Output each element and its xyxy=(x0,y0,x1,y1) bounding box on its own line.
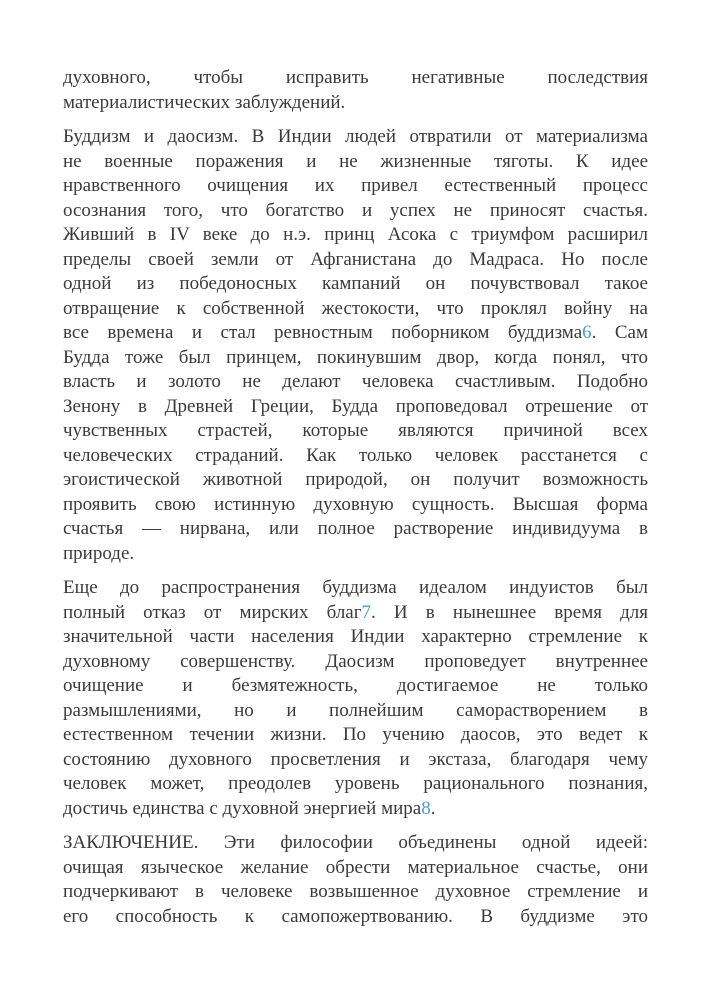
text-segment: полный отказ от мирских благ xyxy=(63,601,362,623)
text-line xyxy=(63,125,648,150)
text-line xyxy=(63,905,648,930)
text-line xyxy=(63,699,648,724)
text-segment: осознания того, что богатство и успех не приносят счастья. xyxy=(63,199,648,221)
text-segment: пределы своей земли от Афганистана до Мадраса. Но после xyxy=(63,248,648,270)
text-line xyxy=(63,272,648,297)
text-line xyxy=(63,601,648,626)
text-line xyxy=(63,66,648,91)
text-content xyxy=(63,66,648,929)
paragraph-4 xyxy=(63,831,648,929)
text-segment: размышлениями, но и полнейшим саморастворением в xyxy=(63,699,648,721)
text-segment: человек может, преодолев уровень рационального познания, xyxy=(63,773,648,794)
text-segment: отвращение к собственной жестокости, что проклял войну на xyxy=(63,297,648,319)
text-line xyxy=(63,419,648,444)
text-line xyxy=(63,542,648,567)
text-line xyxy=(63,395,648,420)
text-segment: Еще до распространения буддизма идеалом индуистов был xyxy=(63,577,648,598)
text-line xyxy=(63,748,648,773)
text-segment: природе. xyxy=(63,542,135,564)
text-line xyxy=(63,370,648,395)
footnote-link-8[interactable]: 8 xyxy=(421,797,431,819)
text-segment: проявить свою истинную духовную сущность. Высшая форма xyxy=(63,493,648,515)
text-segment: духовному совершенству. Даосизм проповедует внутреннее xyxy=(63,650,648,672)
text-segment: подчеркивают в человеке возвышенное духовное стремление и xyxy=(63,881,648,902)
text-segment: власть и золото не делают человека счастливым. Подобно xyxy=(63,371,648,392)
text-line xyxy=(63,772,648,797)
text-line xyxy=(63,625,648,650)
text-segment: все времена и стал ревностным поборником буддизма xyxy=(63,322,583,343)
text-line xyxy=(63,723,648,748)
text-segment: счастья — нирвана, или полное растворение индивидуума в xyxy=(63,518,648,539)
text-line xyxy=(63,517,648,542)
text-segment: естественном течении жизни. По учению даосов, это ведет к xyxy=(63,724,648,745)
text-line xyxy=(63,199,648,224)
text-line xyxy=(63,150,648,175)
text-line xyxy=(63,493,648,518)
text-line xyxy=(63,444,648,469)
paragraph-1 xyxy=(63,66,648,115)
text-line xyxy=(63,650,648,675)
text-segment: очищая языческое желание обрести материальное счастье, они xyxy=(63,856,648,878)
text-segment: Будда тоже был принцем, покинувшим двор, когда понял, что xyxy=(63,346,648,368)
text-segment: чувственных страстей, которые являются причиной всех xyxy=(63,420,648,441)
text-segment: состоянию духовного просветления и экстаза, благодаря чему xyxy=(63,748,648,770)
text-segment: Живший в IV веке до н.э. принц Асока с триумфом расширил xyxy=(63,224,648,245)
text-segment: очищение и безмятежность, достигаемое не только xyxy=(63,675,648,696)
text-line xyxy=(63,880,648,905)
text-segment: нравственного очищения их привел естественный процесс xyxy=(63,175,648,196)
text-line xyxy=(63,297,648,322)
text-line xyxy=(63,831,648,856)
footnote-link-7[interactable]: 7 xyxy=(361,601,372,623)
text-segment: не военные поражения и не жизненные тяготы. К идее xyxy=(63,150,648,172)
text-line xyxy=(63,468,648,493)
text-segment: . И в нынешнее время для xyxy=(371,601,648,623)
text-segment: человеческих страданий. Как только человек расстанется с xyxy=(63,444,648,466)
text-line xyxy=(63,576,648,601)
text-segment: одной из победоносных кампаний он почувствовал такое xyxy=(63,273,648,294)
text-segment: . xyxy=(430,797,436,819)
text-line xyxy=(63,248,648,273)
text-line xyxy=(63,321,648,346)
text-line xyxy=(63,797,648,822)
text-line xyxy=(63,346,648,371)
text-line xyxy=(63,91,648,116)
text-segment: его способность к самопожертвованию. В буддизме это xyxy=(63,905,648,927)
paragraph-2 xyxy=(63,125,648,566)
text-segment: эгоистической животной природой, он получит возможность xyxy=(63,469,648,490)
text-segment: . Сам xyxy=(591,322,648,343)
text-segment: ЗАКЛЮЧЕНИЕ. Эти философии объединены одной идеей: xyxy=(63,832,648,853)
text-line xyxy=(63,856,648,881)
text-line xyxy=(63,174,648,199)
text-segment: достичь единства с духовной энергией мира xyxy=(63,797,422,819)
paragraph-3 xyxy=(63,576,648,821)
text-line xyxy=(63,223,648,248)
footnote-link-6[interactable]: 6 xyxy=(582,322,592,343)
text-segment: Буддизм и даосизм. В Индии людей отвратили от материализма xyxy=(63,126,648,147)
text-line xyxy=(63,674,648,699)
text-segment: значительной части населения Индии характерно стремление к xyxy=(63,626,648,647)
text-segment: материалистических заблуждений. xyxy=(63,91,346,113)
text-segment: духовного, чтобы исправить негативные последствия xyxy=(63,67,648,88)
text-segment: Зенону в Древней Греции, Будда проповедовал отрешение от xyxy=(63,395,648,417)
